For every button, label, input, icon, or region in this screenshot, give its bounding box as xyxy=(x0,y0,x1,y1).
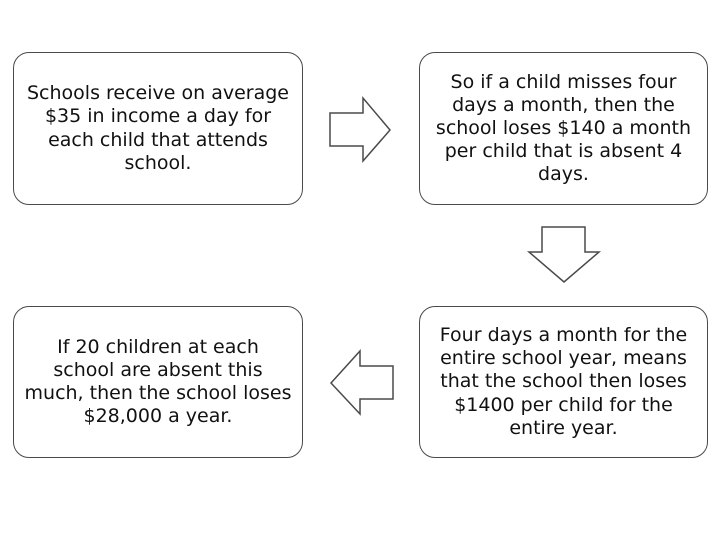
step-box-1 xyxy=(13,52,303,205)
step-box-4 xyxy=(13,306,303,458)
step-box-2 xyxy=(419,52,708,205)
step-text-4: If 20 children at each school are absent this much, then the school loses $28,000 a year. xyxy=(24,335,292,428)
step-box-3 xyxy=(419,306,708,458)
arrow-left-icon xyxy=(329,350,395,416)
step-text-3: Four days a month for the entire school year, means that the school then loses $1400 per child for the entire year. xyxy=(439,324,688,439)
step-text-1: Schools receive on average $35 in income a day for each child that attends school. xyxy=(27,82,289,174)
arrow-right-icon xyxy=(329,97,393,163)
arrow-down-icon xyxy=(527,226,601,284)
step-text-2: So if a child misses four days a month, then the school loses $140 a month per child that is absent 4 days. xyxy=(435,70,692,186)
